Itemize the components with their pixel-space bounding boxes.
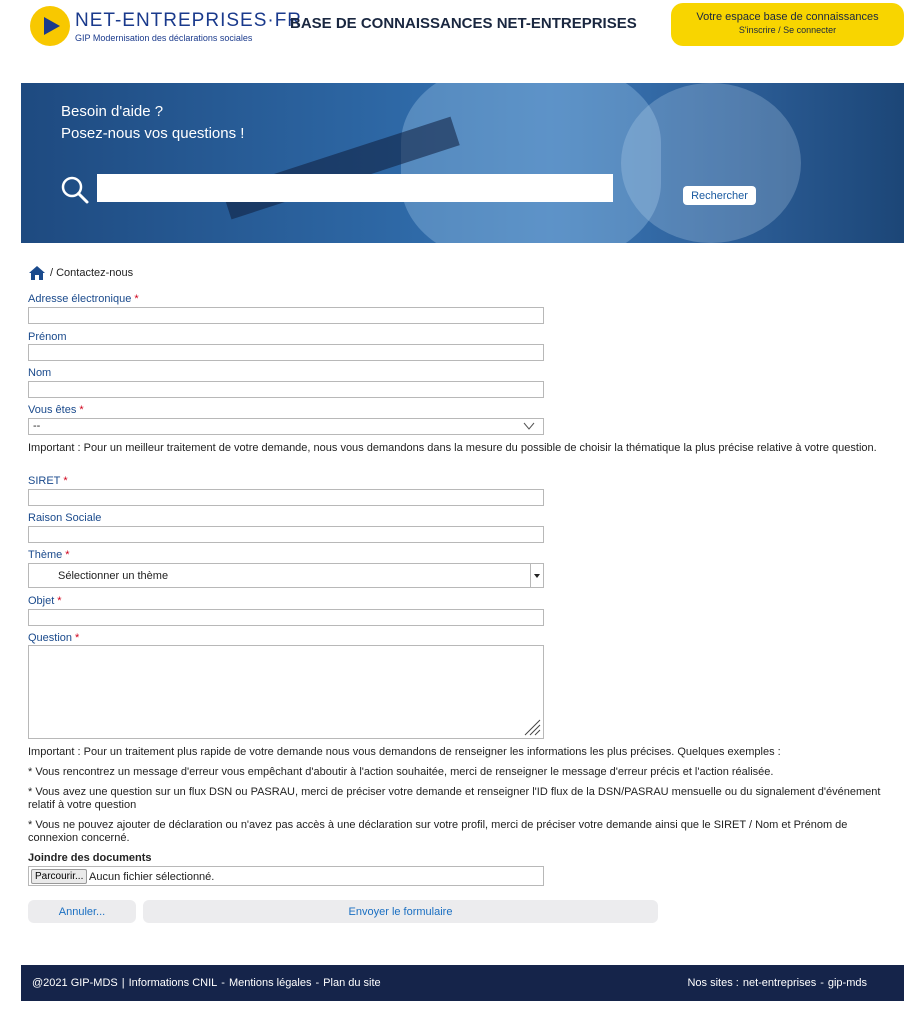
browse-button[interactable]: Parcourir...	[31, 869, 87, 884]
example-dsn: * Vous avez une question sur un flux DSN ou PASRAU, merci de préciser votre demande et renseigner l'ID flux de la DSN/PASRAU mensuelle ou du signalement d'événement relatif à votre question	[28, 786, 881, 811]
subject-field[interactable]	[28, 609, 544, 626]
theme-select[interactable]	[28, 563, 544, 588]
firstname-field[interactable]	[28, 344, 544, 361]
submit-button[interactable]: Envoyer le formulaire	[143, 900, 658, 923]
example-error: * Vous rencontrez un message d'erreur vous empêchant d'aboutir à l'action souhaitée, merci de renseigner le message d'erreur précis et l'action réalisée.	[28, 766, 774, 778]
question-textarea[interactable]	[28, 645, 544, 739]
firstname-label: Prénom	[28, 331, 67, 343]
footer-sites: Nos sites : net-entreprises - gip-mds	[687, 977, 867, 989]
breadcrumb	[28, 265, 133, 281]
logo-icon	[30, 6, 70, 46]
knowledge-space-title: Votre espace base de connaissances	[696, 11, 879, 23]
subject-label: Objet *	[28, 595, 62, 607]
home-icon[interactable]	[28, 265, 46, 281]
file-status: Aucun fichier sélectionné.	[89, 871, 215, 883]
footer-links: @2021 GIP-MDS | Informations CNIL - Mentions légales - Plan du site	[32, 977, 381, 989]
footer-link-net-entreprises[interactable]: net-entreprises	[742, 977, 817, 989]
role-select[interactable]	[28, 418, 544, 435]
cancel-button[interactable]: Annuler...	[28, 900, 136, 923]
search-icon	[60, 175, 90, 205]
company-field[interactable]	[28, 526, 544, 543]
theme-dropdown-arrow[interactable]	[530, 564, 543, 587]
breadcrumb-current: / Contactez-nous	[50, 267, 134, 279]
login-register-link[interactable]: S'inscrire / Se connecter	[738, 25, 837, 35]
company-label: Raison Sociale	[28, 512, 102, 524]
logo-tagline: GIP Modernisation des déclarations sociales	[75, 33, 253, 43]
header	[0, 0, 923, 60]
chevron-down-icon	[523, 420, 535, 432]
lastname-label: Nom	[28, 367, 52, 379]
email-label: Adresse électronique *	[28, 293, 139, 305]
file-input[interactable]	[28, 866, 544, 886]
knowledge-space-button[interactable]	[671, 3, 904, 46]
banner-heading-line1: Besoin d'aide ?	[61, 103, 164, 120]
resize-handle-icon[interactable]	[523, 718, 541, 736]
example-declaration: * Vous ne pouvez ajouter de déclaration ou n'avez pas accès à une déclaration sur votre profil, merci de préciser votre demande ainsi que le SIRET / Nom et Prénom de connexion concerné.	[28, 819, 848, 844]
search-button[interactable]: Rechercher	[683, 186, 756, 205]
footer-copyright: @2021 GIP-MDS	[32, 977, 118, 989]
role-label: Vous êtes *	[28, 404, 84, 416]
attach-label: Joindre des documents	[28, 852, 152, 864]
footer-link-gip-mds[interactable]: gip-mds	[827, 977, 867, 989]
question-label: Question *	[28, 632, 80, 644]
siret-label: SIRET *	[28, 475, 68, 487]
theme-select-value: Sélectionner un thème	[58, 570, 169, 582]
theme-label: Thème *	[28, 549, 70, 561]
email-field[interactable]	[28, 307, 544, 324]
footer-sites-label: Nos sites :	[687, 977, 739, 989]
site-logo[interactable]	[30, 6, 303, 50]
footer-link-cnil[interactable]: Informations CNIL	[128, 977, 218, 989]
footer	[21, 965, 904, 1001]
search-input[interactable]	[97, 174, 613, 202]
theme-hint: Important : Pour un meilleur traitement de votre demande, nous vous demandons dans la mesure du possible de choisir la thématique la plus précise relative à votre question.	[28, 442, 877, 454]
footer-link-legal[interactable]: Mentions légales	[228, 977, 312, 989]
lastname-field[interactable]	[28, 381, 544, 398]
footer-link-sitemap[interactable]: Plan du site	[323, 977, 381, 989]
detail-hint: Important : Pour un traitement plus rapide de votre demande nous vous demandons de renseigner les informations les plus précises. Quelques exemples :	[28, 746, 781, 758]
banner-heading-line2: Posez-nous vos questions !	[61, 125, 245, 142]
siret-field[interactable]	[28, 489, 544, 506]
site-title: BASE DE CONNAISSANCES NET-ENTREPRISES	[290, 15, 637, 32]
role-select-value: --	[33, 420, 41, 432]
help-banner	[21, 83, 904, 243]
logo-name: NET-ENTREPRISES·FR	[75, 10, 303, 31]
